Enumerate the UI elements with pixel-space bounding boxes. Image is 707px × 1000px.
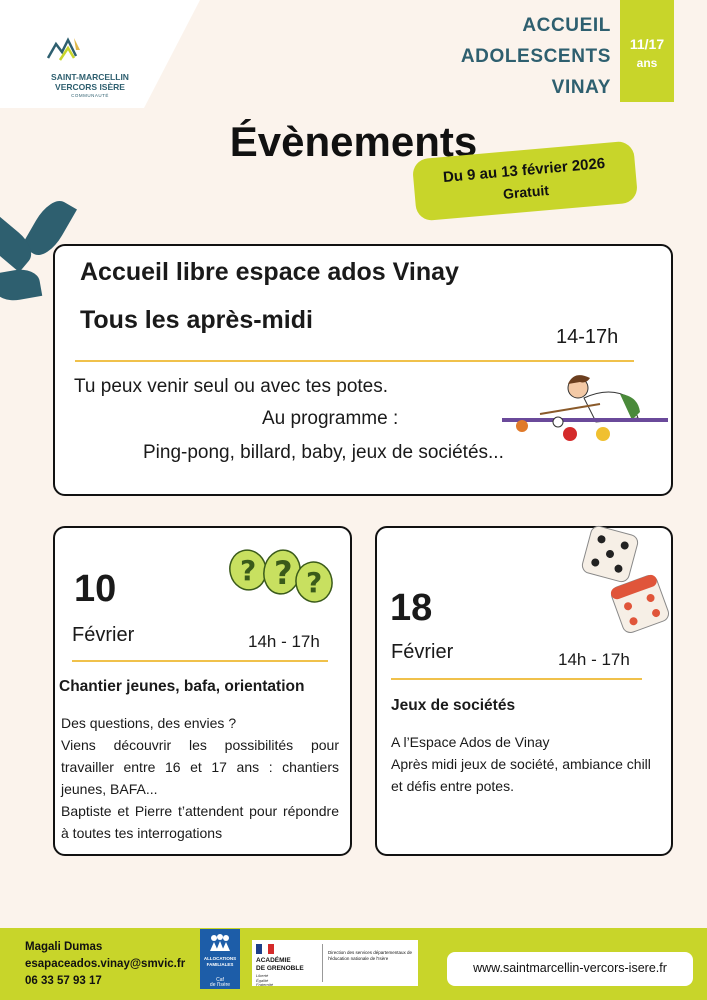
logo-sub: COMMUNAUTÉ [71,93,109,98]
event-right-hours: 14h - 17h [558,650,630,669]
caf-family-icon [208,933,232,953]
leaf-icon [0,266,42,304]
svg-text:?: ? [274,554,293,592]
event-left-desc-p1: Des questions, des envies ? [61,715,237,731]
caf-label-line1: Caf [216,977,224,983]
event-right-title: Jeux de sociétés [391,697,516,714]
svg-text:?: ? [306,566,323,599]
dice-icon [578,524,674,636]
event-left-day: 10 [74,568,117,610]
event-left-desc-p3: Baptiste et Pierre t’attendent pour répondre à toutes tes interrogations [61,803,339,841]
event-right-month: Février [391,641,454,663]
age-unit: ans [636,56,658,70]
contact-name: Magali Dumas [25,941,103,953]
event-left-hours: 14h - 17h [248,632,320,651]
separator-line [72,660,328,662]
caf-text-line1: ALLOCATIONS [203,956,237,961]
billiards-player-icon [500,368,672,448]
question-marks-icon [224,546,336,608]
event-left-desc [61,712,339,844]
age-range: 11/17 [629,36,665,52]
motto-fraternite: Fraternité [256,982,274,987]
academie-name [256,957,304,973]
logo-mountain-icon [46,36,82,64]
event-left-month: Février [72,624,135,646]
website-link[interactable]: www.saintmarcellin-vercors-isere.fr [473,961,667,975]
event-main-title: Accueil libre espace ados Vinay [80,258,459,286]
caf-text-line2: FAMILIALES [206,962,234,967]
header-line1: ACCUEIL [522,15,611,36]
caf-logo [200,929,240,989]
event-right-day: 18 [390,587,433,629]
academie-line2: DE GRENOBLE [256,965,304,972]
logo-name-line1: SAINT-MARCELLIN [51,72,129,82]
event-left-desc-p2: Viens découvrir les possibilités pour travailler entre 16 et 17 ans : chantiers jeunes, BAFA... [61,737,339,797]
contact-block [25,939,185,990]
logo-name-line2: VERCORS ISÈRE [55,82,125,92]
motto-egalite: Égalité [256,977,269,983]
event-right-desc-p2: Après midi jeux de société, ambiance chill et défis entre potes. [391,756,651,794]
header-line2: ADOLESCENTS [460,46,611,67]
event-right-desc-p1: A l’Espace Ados de Vinay [391,734,550,750]
svg-text:?: ? [240,554,257,587]
age-ribbon [620,0,674,102]
date-range: Du 9 au 13 février 2026 [442,154,606,187]
page-title: Évènements [229,118,478,165]
separator-line [391,678,642,680]
website-box [447,952,693,986]
academie-desc: Direction des services départementaux de l'éducation nationale de l'Isère [328,950,413,961]
header-title [411,10,611,103]
event-main-subtitle: Tous les après-midi [80,306,313,334]
contact-email[interactable]: esapaceados.vinay@smvic.fr [25,958,186,970]
academie-divider [322,944,323,982]
motto-liberte: Liberté [256,973,269,978]
event-main-time: 14-17h [556,326,619,348]
caf-label [200,978,240,988]
price-label: Gratuit [502,181,550,202]
academie-logo [252,940,418,986]
separator-line [75,360,634,362]
french-flag-icon [256,944,274,954]
event-main-desc-line1: Tu peux venir seul ou avec tes potes. [74,376,389,397]
contact-phone[interactable]: 06 33 57 93 17 [25,975,102,987]
event-main-desc-line3: Ping-pong, billard, baby, jeux de sociétés... [143,442,504,463]
caf-label-line2: de l'Isère [209,982,231,988]
header-line3: VINAY [551,77,611,98]
event-right-desc [391,731,661,797]
event-main-desc-line2: Au programme : [262,408,399,429]
academie-line1: ACADÉMIE [256,957,291,964]
republic-motto [256,974,273,988]
event-left-title: Chantier jeunes, bafa, orientation [59,678,305,695]
logo-name [40,72,140,92]
